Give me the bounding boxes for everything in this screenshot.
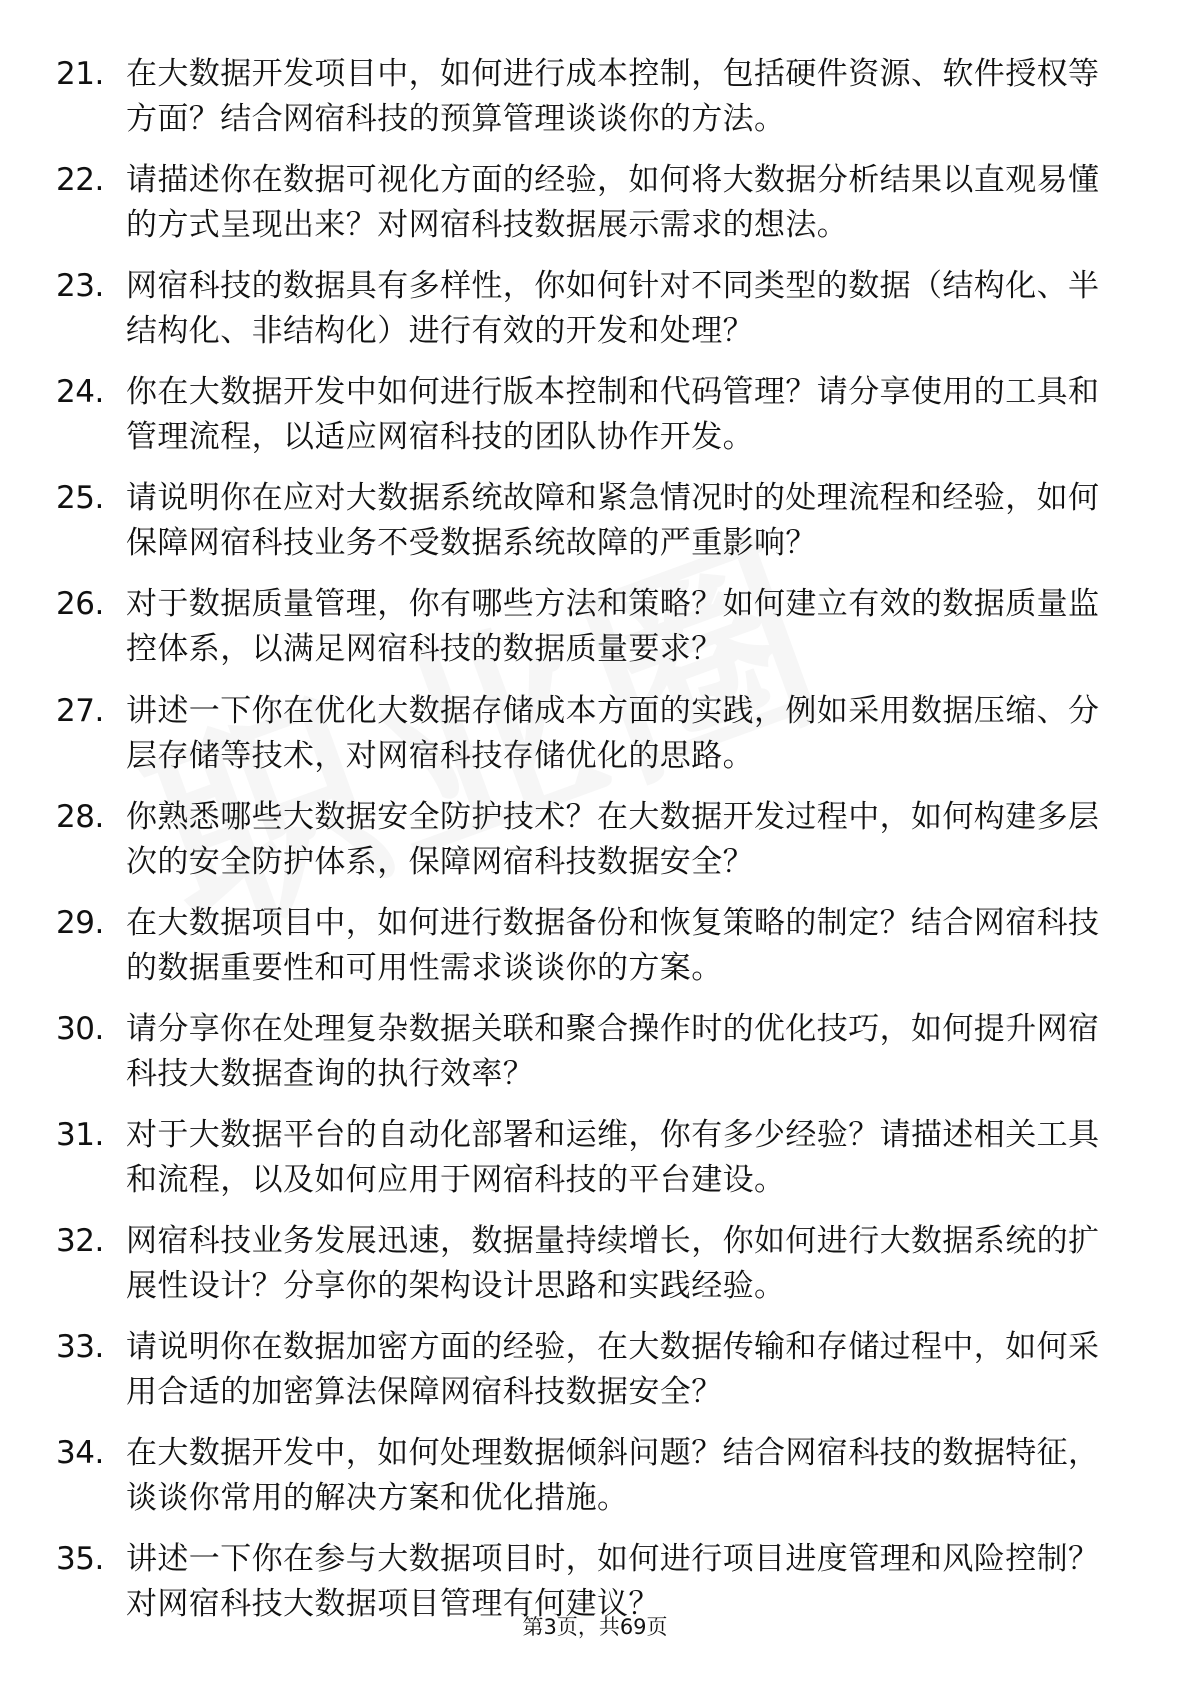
list-item bbox=[56, 370, 1106, 460]
question-text: 请分享你在处理复杂数据关联和聚合操作时的优化技巧，如何提升网宿科技大数据查询的执行效率？ bbox=[126, 1010, 1100, 1092]
question-number: 23. bbox=[56, 268, 104, 305]
question-number: 22. bbox=[56, 162, 104, 199]
list-item bbox=[56, 689, 1106, 779]
list-item bbox=[56, 1007, 1106, 1097]
question-text: 讲述一下你在参与大数据项目时，如何进行项目进度管理和风险控制？对网宿科技大数据项目管理有何建议？ bbox=[126, 1541, 1100, 1623]
list-item bbox=[56, 795, 1106, 885]
question-text: 在大数据项目中，如何进行数据备份和恢复策略的制定？结合网宿科技的数据重要性和可用性需求谈谈你的方案。 bbox=[126, 904, 1100, 986]
list-item bbox=[56, 158, 1106, 248]
question-number: 28. bbox=[56, 798, 104, 835]
question-number: 25. bbox=[56, 480, 104, 517]
list-item bbox=[56, 1325, 1106, 1415]
question-text: 请描述你在数据可视化方面的经验，如何将大数据分析结果以直观易懂的方式呈现出来？对网宿科技数据展示需求的想法。 bbox=[126, 162, 1100, 244]
question-number: 30. bbox=[56, 1010, 104, 1047]
question-number: 24. bbox=[56, 374, 104, 411]
question-number: 35. bbox=[56, 1541, 104, 1578]
list-item bbox=[56, 1219, 1106, 1309]
question-text: 在大数据开发项目中，如何进行成本控制，包括硬件资源、软件授权等方面？结合网宿科技的预算管理谈谈你的方法。 bbox=[126, 56, 1100, 137]
question-number: 27. bbox=[56, 692, 104, 729]
question-number: 29. bbox=[56, 904, 104, 941]
question-text: 在大数据开发中，如何处理数据倾斜问题？结合网宿科技的数据特征，谈谈你常用的解决方案和优化措施。 bbox=[126, 1435, 1100, 1517]
question-number: 31. bbox=[56, 1116, 104, 1153]
list-item bbox=[56, 52, 1106, 142]
question-text: 网宿科技业务发展迅速，数据量持续增长，你如何进行大数据系统的扩展性设计？分享你的架构设计思路和实践经验。 bbox=[126, 1223, 1100, 1305]
list-item bbox=[56, 582, 1106, 672]
question-text: 你在大数据开发中如何进行版本控制和代码管理？请分享使用的工具和管理流程，以适应网宿科技的团队协作开发。 bbox=[126, 374, 1100, 456]
question-text: 请说明你在应对大数据系统故障和紧急情况时的处理流程和经验，如何保障网宿科技业务不受数据系统故障的严重影响？ bbox=[126, 480, 1100, 562]
question-number: 21. bbox=[56, 56, 104, 92]
list-item bbox=[56, 476, 1106, 566]
list-item bbox=[56, 1431, 1106, 1521]
question-number: 34. bbox=[56, 1435, 104, 1472]
question-number: 26. bbox=[56, 586, 104, 623]
list-item bbox=[56, 264, 1106, 354]
list-item bbox=[56, 1113, 1106, 1203]
question-text: 对于数据质量管理，你有哪些方法和策略？如何建立有效的数据质量监控体系，以满足网宿科技的数据质量要求？ bbox=[126, 586, 1100, 668]
question-text: 请说明你在数据加密方面的经验，在大数据传输和存储过程中，如何采用合适的加密算法保障网宿科技数据安全？ bbox=[126, 1329, 1100, 1411]
question-number: 33. bbox=[56, 1329, 104, 1366]
list-item bbox=[56, 901, 1106, 991]
question-text: 网宿科技的数据具有多样性，你如何针对不同类型的数据（结构化、半结构化、非结构化）进行有效的开发和处理？ bbox=[126, 268, 1100, 350]
question-number: 32. bbox=[56, 1223, 104, 1260]
question-list bbox=[56, 52, 1106, 1643]
page-number-footer: 第3页，共69页 bbox=[522, 1615, 668, 1639]
question-text: 你熟悉哪些大数据安全防护技术？在大数据开发过程中，如何构建多层次的安全防护体系，保障网宿科技数据安全？ bbox=[126, 798, 1100, 880]
question-text: 对于大数据平台的自动化部署和运维，你有多少经验？请描述相关工具和流程，以及如何应用于网宿科技的平台建设。 bbox=[126, 1116, 1100, 1198]
question-text: 讲述一下你在优化大数据存储成本方面的实践，例如采用数据压缩、分层存储等技术，对网宿科技存储优化的思路。 bbox=[126, 692, 1100, 774]
